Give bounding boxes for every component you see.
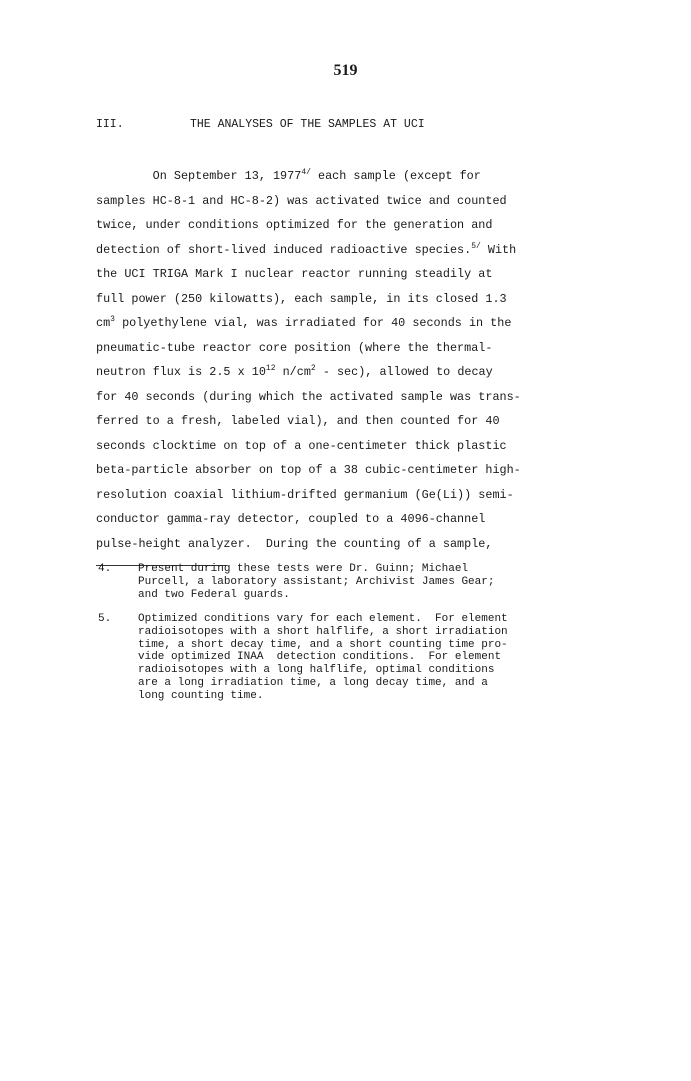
body-line	[96, 483, 566, 508]
text-run: neutron flux is 2.5 x 10	[96, 365, 266, 379]
footnote-line: Purcell, a laboratory assistant; Archivist James Gear;	[138, 575, 495, 588]
footnote-number: 5.	[98, 613, 112, 625]
superscript: 5/	[471, 241, 481, 251]
section-number: III.	[96, 118, 124, 131]
footnote-text	[138, 563, 578, 601]
page-number: 519	[333, 62, 358, 79]
superscript: 3	[110, 315, 115, 324]
footnote-line: radioisotopes with a long halflife, optimal conditions	[138, 664, 495, 677]
text-run: n/cm	[275, 365, 311, 379]
body-line	[96, 458, 566, 483]
superscript: 12	[265, 364, 276, 373]
body-line	[96, 336, 566, 361]
body-line	[96, 238, 566, 263]
footnote-line: are a long irradiation time, a long decay time, and a	[138, 676, 488, 689]
footnote-text	[138, 613, 578, 703]
footnote-line: Optimized conditions vary for each element. For element	[138, 613, 508, 625]
body-line	[96, 532, 566, 557]
text-run: pulse-height analyzer. During the counting of a sample,	[96, 536, 493, 551]
text-run: polyethylene vial, was irradiated for 40 seconds in the	[114, 316, 512, 330]
body-paragraph	[96, 164, 566, 556]
text-run: for 40 seconds (during which the activated sample was trans-	[96, 389, 521, 404]
text-run: the UCI TRIGA Mark I nuclear reactor running steadily at	[96, 267, 493, 281]
body-line	[96, 287, 566, 312]
text-run: ferred to a fresh, labeled vial), and then counted for 40	[96, 414, 500, 428]
text-run: conductor gamma-ray detector, coupled to a 4096-channel	[96, 512, 486, 526]
footnote-line: time, a short decay time, and a short counting time pro-	[138, 638, 508, 651]
text-run: pneumatic-tube reactor core position (where the thermal-	[96, 340, 493, 355]
text-run: - sec), allowed to decay	[315, 365, 493, 379]
body-line	[96, 385, 566, 410]
superscript: 4/	[301, 168, 311, 177]
footnote-number: 4.	[98, 563, 112, 575]
body-line	[96, 189, 566, 214]
body-line	[96, 409, 566, 434]
footnote-line: long counting time.	[138, 689, 264, 702]
text-run: With	[480, 242, 517, 257]
superscript: 2	[310, 364, 316, 373]
body-line	[96, 164, 566, 189]
body-line	[96, 360, 566, 385]
body-line	[96, 262, 566, 287]
footnote-line: radioisotopes with a short halflife, a short irradiation	[138, 625, 508, 638]
body-line	[96, 213, 566, 238]
body-line	[96, 311, 566, 336]
text-run: samples HC-8-1 and HC-8-2) was activated twice and counted	[96, 193, 507, 208]
footnote-line: vide optimized INAA detection conditions. For element	[138, 651, 502, 664]
text-run: On September 13, 1977	[96, 169, 302, 183]
section-title: THE ANALYSES OF THE SAMPLES AT UCI	[190, 118, 425, 131]
text-run: detection of short-lived induced radioactive species.	[96, 242, 472, 257]
text-run: twice, under conditions optimized for the generation and	[96, 218, 493, 232]
text-run: seconds clocktime on top of a one-centimeter thick plastic	[96, 438, 507, 453]
body-line	[96, 507, 566, 532]
body-line	[96, 434, 566, 459]
text-run: full power (250 kilowatts), each sample, in its closed 1.3	[96, 291, 507, 306]
text-run: each sample (except for	[310, 169, 481, 183]
text-run: cm	[96, 316, 111, 330]
text-run: resolution coaxial lithium-drifted germanium (Ge(Li)) semi-	[96, 487, 514, 502]
footnote-line: Present during these tests were Dr. Guinn; Michael	[138, 563, 469, 575]
footnote-line: and two Federal guards.	[138, 588, 290, 601]
text-run: beta-particle absorber on top of a 38 cubic-centimeter high-	[96, 463, 521, 477]
